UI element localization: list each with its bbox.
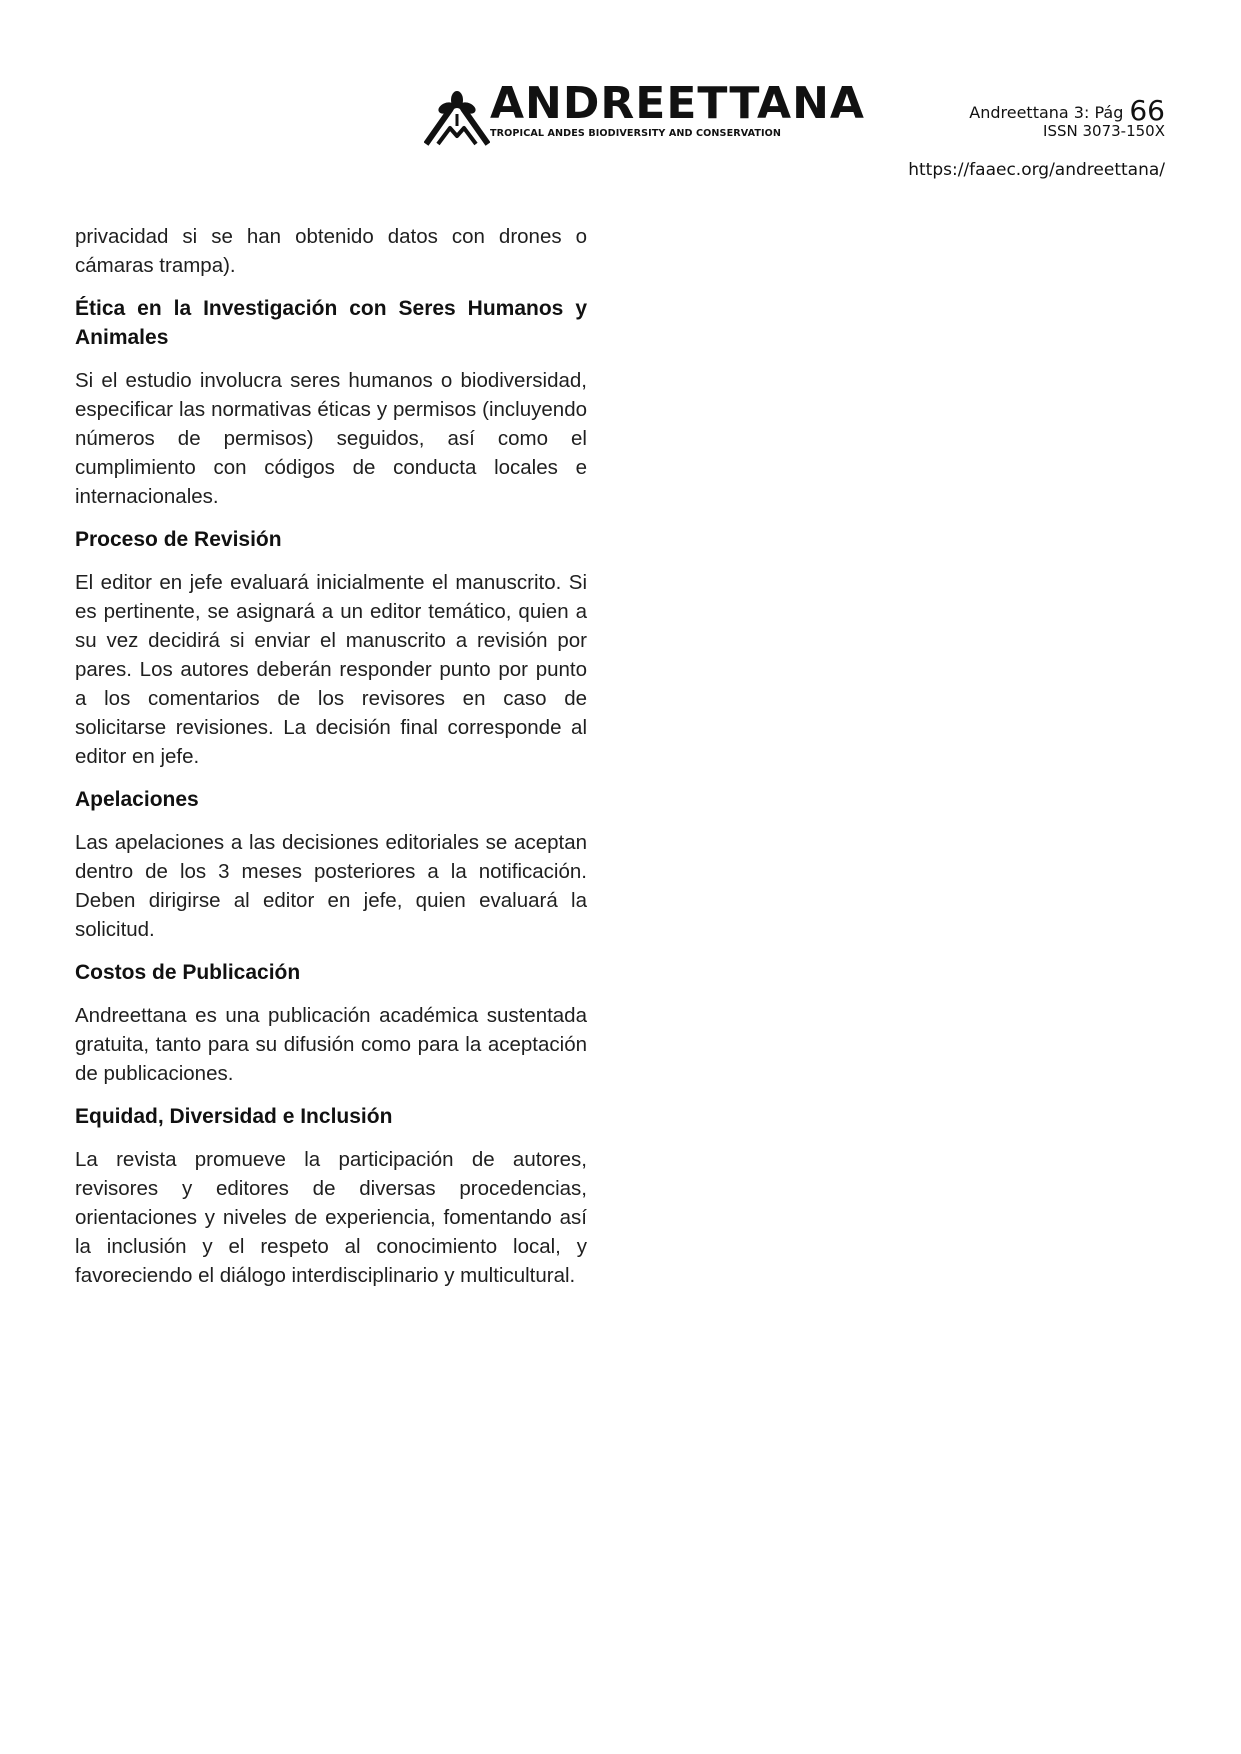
section-heading-costs: Costos de Publicación xyxy=(75,961,301,984)
journal-page-line xyxy=(969,94,1165,127)
section-body-review: El editor en jefe evaluará inicialmente el manuscrito. Si es pertinente, se asignará a un editor temático, quien a su vez decidirá si enviar el manuscrito a revisión por pares. Los autores deberán responder punto por punto a los comentarios de los revisores en caso de solicitarse revisiones. La decisión final corresponde al editor en jefe. xyxy=(75,571,587,768)
journal-brand xyxy=(424,78,865,146)
section-heading-appeals: Apelaciones xyxy=(75,788,199,811)
issn: ISSN 3073-150X xyxy=(1043,122,1165,140)
mountain-leaf-logo-icon xyxy=(424,86,490,146)
page-meta xyxy=(969,94,1165,140)
section-body-appeals: Las apelaciones a las decisiones editoriales se aceptan dentro de los 3 meses posteriores a la notificación. Deben dirigirse al editor en jefe, quien evaluará la solicitud. xyxy=(75,831,587,941)
brand-name: ANDREETTANA xyxy=(490,78,865,129)
section-body-ethics: Si el estudio involucra seres humanos o biodiversidad, especificar las normativas éticas y permisos (incluyendo números de permisos) seguidos, así como el cumplimiento con códigos de conducta locales e internacionales. xyxy=(75,369,587,508)
section-heading-ethics: Ética en la Investigación con Seres Humanos y Animales xyxy=(75,297,587,349)
intro-paragraph: privacidad si se han obtenido datos con drones o cámaras trampa). xyxy=(75,225,587,277)
journal-url-link[interactable]: https://faaec.org/andreettana/ xyxy=(908,160,1165,180)
section-heading-equity: Equidad, Diversidad e Inclusión xyxy=(75,1105,393,1128)
brand-subtitle: TROPICAL ANDES BIODIVERSITY AND CONSERVATION xyxy=(490,128,782,139)
journal-page-label: Andreettana 3: Pág xyxy=(969,103,1124,122)
section-body-costs: Andreettana es una publicación académica sustentada gratuita, tanto para su difusión como para la aceptación de publicaciones. xyxy=(75,1004,587,1085)
section-body-equity: La revista promueve la participación de autores, revisores y editores de diversas procedencias, orientaciones y niveles de experiencia, fomentando así la inclusión y el respeto al conocimiento local, y favoreciendo el diálogo interdisciplinario y multicultural. xyxy=(75,1148,587,1287)
text-column xyxy=(75,222,587,1304)
page-number: 66 xyxy=(1129,94,1165,127)
section-heading-review: Proceso de Revisión xyxy=(75,528,282,551)
